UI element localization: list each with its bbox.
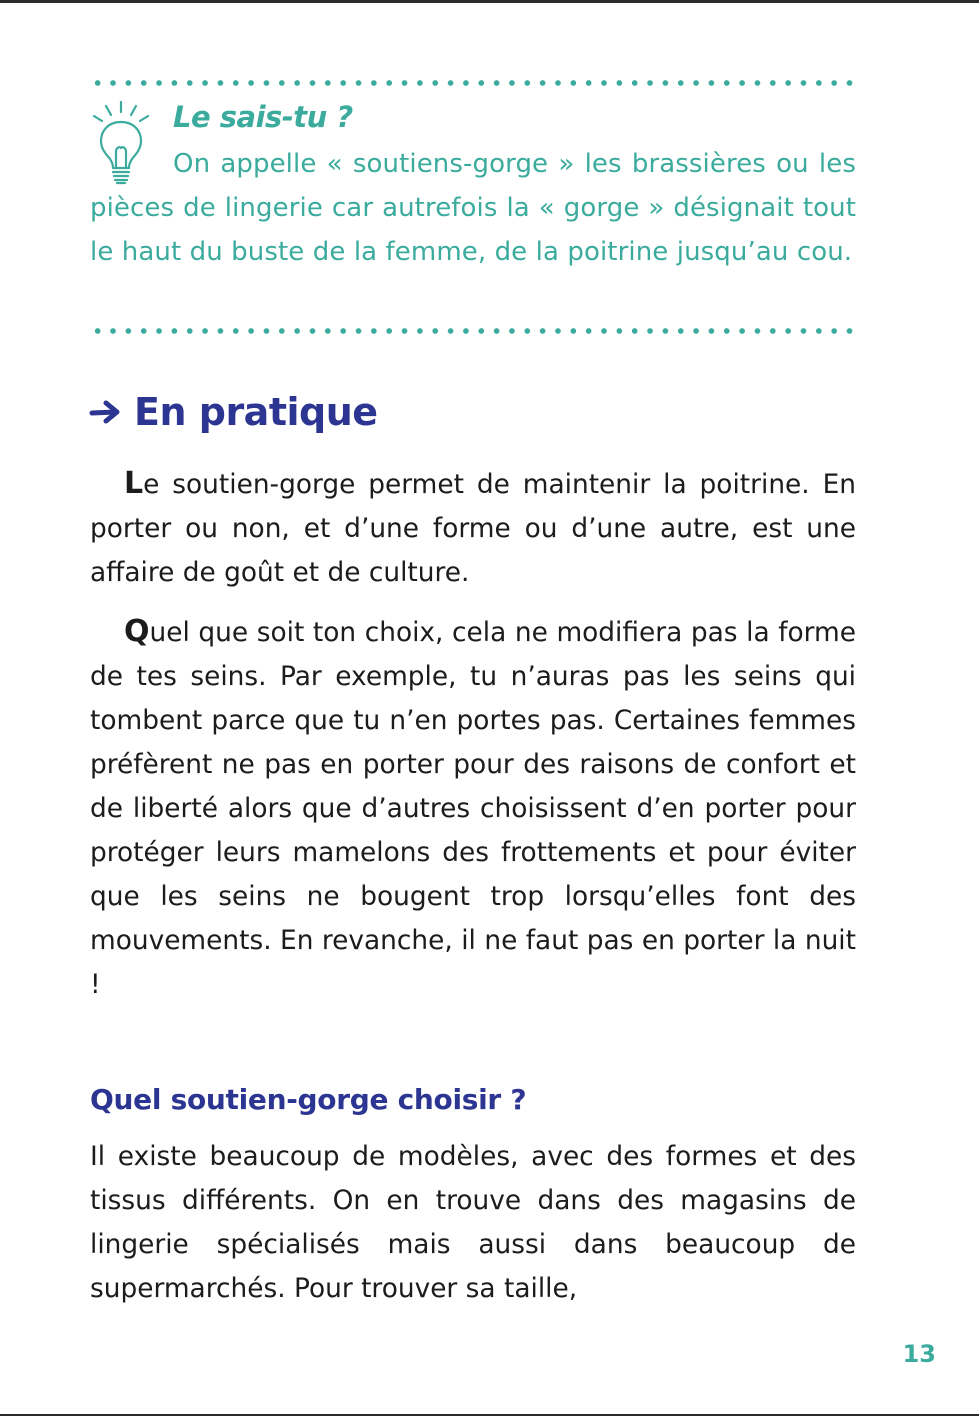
paragraph-text: e soutien-gorge permet de maintenir la poitrine. En porter ou non, et d’une forme ou d’une autre, est une affaire de goût et de culture. bbox=[90, 469, 856, 588]
tip-box-bottom-dotted-rule bbox=[90, 328, 856, 334]
subsection-heading: Quel soutien-gorge choisir ? bbox=[90, 1083, 527, 1116]
paragraph-initial: Q bbox=[124, 614, 150, 649]
paragraph bbox=[90, 610, 856, 1007]
arrow-right-icon bbox=[88, 399, 122, 425]
paragraph-initial: L bbox=[124, 466, 144, 501]
page-number: 13 bbox=[902, 1340, 936, 1368]
tip-title: Le sais-tu ? bbox=[173, 100, 353, 134]
paragraph bbox=[90, 462, 856, 595]
tip-body: On appelle « soutiens-gorge » les brassières ou les pièces de lingerie car autrefois la « gorge » désignait tout le haut du buste de la femme, de la poitrine jusqu’au cou. bbox=[90, 149, 856, 267]
section-heading-text: En pratique bbox=[134, 390, 378, 434]
section-heading bbox=[88, 384, 378, 440]
tip-box-top-dotted-rule bbox=[90, 80, 856, 86]
paragraph-text: uel que soit ton choix, cela ne modifiera pas la forme de tes seins. Par exemple, tu n’auras pas les seins qui tombent parce que tu n’en portes pas. Certaines femmes préfèrent ne pas en porter pour des raisons de confort et de liberté alors que d’autres choisissent d’en porter pour protéger leurs mamelons des frottements et pour éviter que les seins ne bougent trop lorsqu’elles font des mouvements. En revanche, il ne faut pas en porter la nuit ! bbox=[90, 617, 856, 1000]
top-border bbox=[0, 0, 979, 3]
paragraph: Il existe beaucoup de modèles, avec des formes et des tissus différents. On en trouve dans des magasins de lingerie spécialisés mais aussi dans beaucoup de supermarchés. Pour trouver sa taille, bbox=[90, 1141, 856, 1304]
